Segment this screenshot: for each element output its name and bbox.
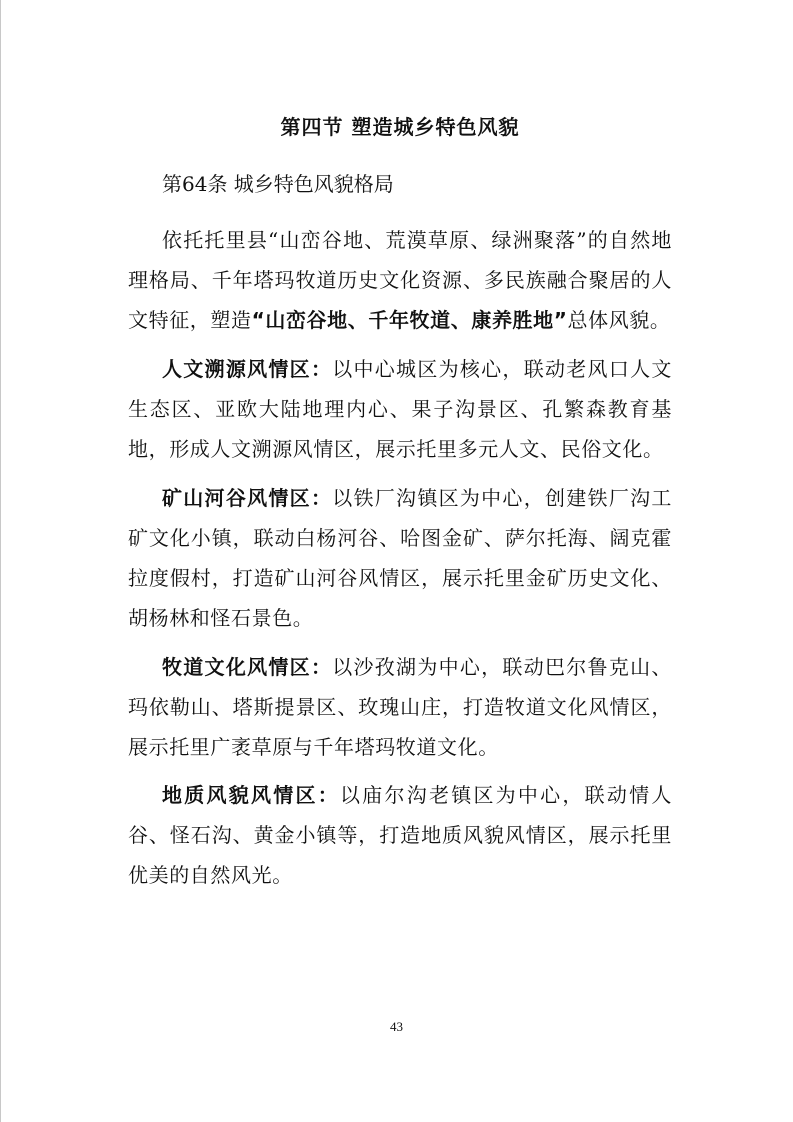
intro-paragraph [128, 220, 672, 340]
intro-emphasis: “山峦谷地、千年牧道、康养胜地” [251, 308, 568, 332]
zone-name-pastoral: 牧道文化风情区： [162, 655, 333, 679]
page-number: 43 [390, 1019, 403, 1034]
section-title: 第四节 塑造城乡特色风貌 [280, 115, 520, 139]
article-title: 第64条 城乡特色风貌格局 [162, 172, 394, 196]
zone-paragraph-geology [128, 775, 672, 895]
zone-name-mining: 矿山河谷风情区： [162, 486, 333, 510]
page-left-border [0, 0, 1, 1122]
zone-name-humanities: 人文溯源风情区： [162, 357, 333, 381]
zone-text-geology: 以庙尔沟老镇区为中心，联动情人谷、怪石沟、黄金小镇等，打造地质风貌风情区，展示托里优美的自然风光。 [128, 783, 672, 887]
zone-text-mining: 以铁厂沟镇区为中心，创建铁厂沟工矿文化小镇，联动白杨河谷、哈图金矿、萨尔托海、阔克霍拉度假村，打造矿山河谷风情区，展示托里金矿历史文化、胡杨林和怪石景色。 [128, 486, 672, 630]
zone-paragraph-mining [128, 478, 672, 638]
zone-name-geology: 地质风貌风情区： [162, 783, 340, 807]
zone-paragraph-pastoral [128, 647, 672, 767]
intro-text-before: 依托托里县“山峦谷地、荒漠草原、绿洲聚落”的自然地理格局、千年塔玛牧道历史文化资源、多民族融合聚居的人文特征，塑造 [128, 228, 672, 332]
intro-text-after: 总体风貌。 [567, 308, 671, 332]
zone-paragraph-humanities [128, 349, 672, 469]
zone-text-humanities: 以中心城区为核心，联动老风口人文生态区、亚欧大陆地理内心、果子沟景区、孔繁森教育基地，形成人文溯源风情区，展示托里多元人文、民俗文化。 [128, 357, 672, 461]
zone-text-pastoral: 以沙孜湖为中心，联动巴尔鲁克山、玛依勒山、塔斯提景区、玫瑰山庄，打造牧道文化风情区，展示托里广袤草原与千年塔玛牧道文化。 [128, 655, 672, 759]
